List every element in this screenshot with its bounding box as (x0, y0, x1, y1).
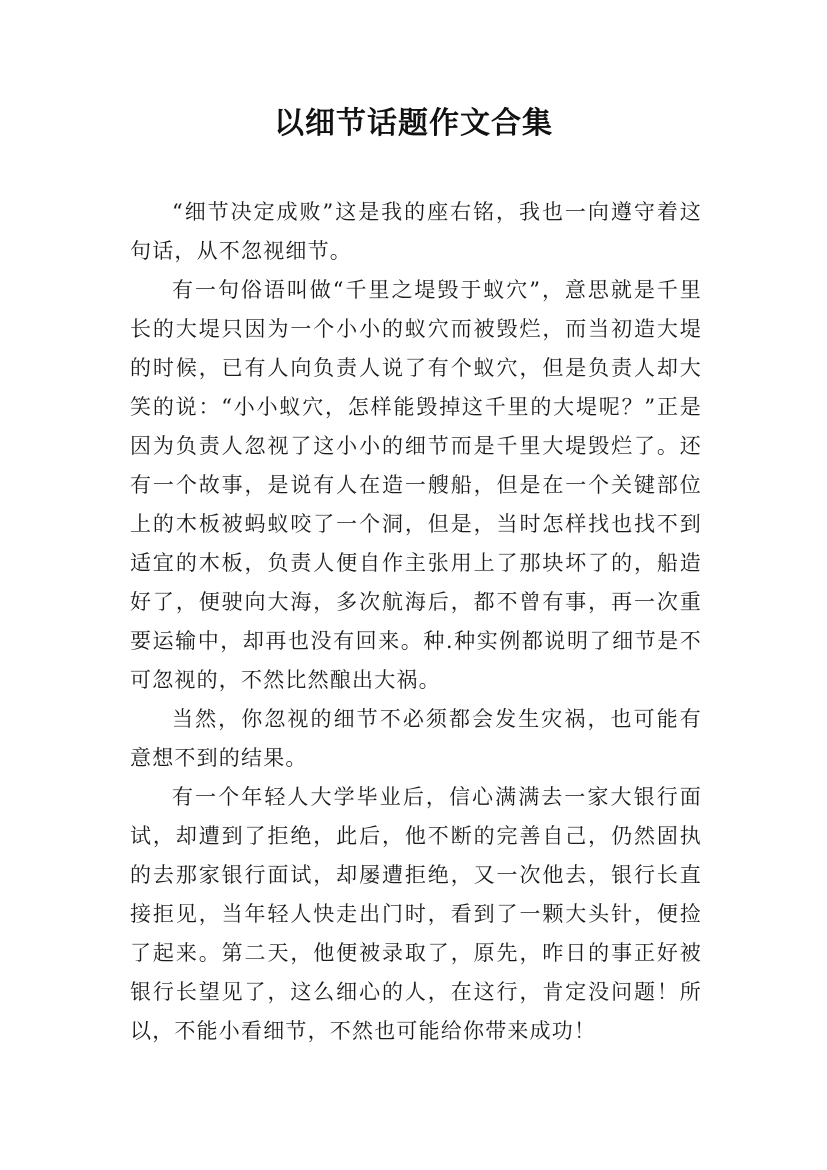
paragraph-4: 有一个年轻人大学毕业后，信心满满去一家大银行面试，却遭到了拒绝，此后，他不断的完善自己，仍然固执的去那家银行面试，却屡遭拒绝，又一次他去，银行长直接拒见，当年轻人快走出门时，看到了一颗大头针，便捡了起来。第二天，他便被录取了，原先，昨日的事正好被银行长望见了，这么细心的人，在这行，肯定没问题！所以，不能小看细节，不然也可能给你带来成功！ (130, 785, 702, 1043)
paragraph-1: “细节决定成败”这是我的座右铭，我也一向遵守着这句话，从不忽视细节。 (130, 200, 702, 263)
paragraph-3: 当然，你忽视的细节不必须都会发生灾祸，也可能有意想不到的结果。 (130, 707, 702, 770)
paragraph-2: 有一句俗语叫做“千里之堤毁于蚁穴”，意思就是千里长的大堤只因为一个小小的蚁穴而被毁烂，而当初造大堤的时候，已有人向负责人说了有个蚁穴，但是负责人却大笑的说：“小小蚁穴，怎样能毁掉这千里的大堤呢？”正是因为负责人忽视了这小小的细节而是千里大堤毁烂了。还有一个故事，是说有人在造一艘船，但是在一个关键部位上的木板被蚂蚁咬了一个洞，但是，当时怎样找也找不到适宜的木板，负责人便自作主张用上了那块坏了的，船造好了，便驶向大海，多次航海后，都不曾有事，再一次重要运输中，却再也没有回来。种.种实例都说明了细节是不可忽视的，不然比然酿出大祸。 (130, 278, 702, 692)
document-body (130, 193, 702, 1051)
document-title: 以细节话题作文合集 (274, 106, 553, 141)
